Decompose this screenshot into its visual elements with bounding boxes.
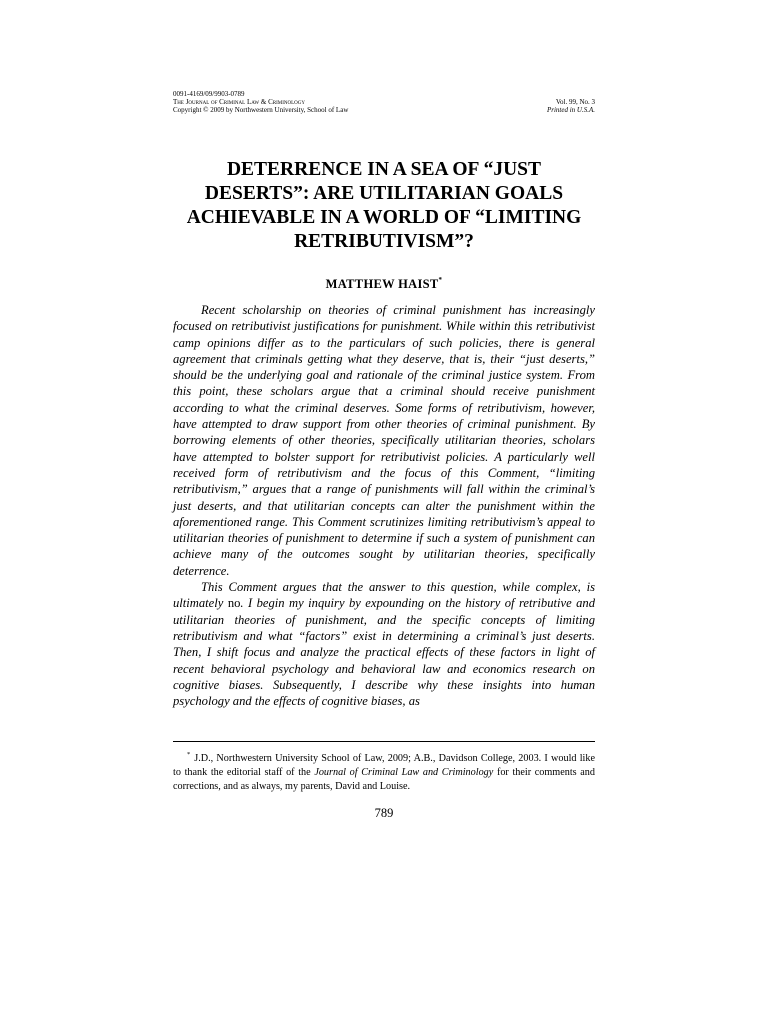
footnote-paragraph [173,748,595,794]
abstract-paragraph-1: Recent scholarship on theories of criminal punishment has increasingly focused on retributivist justifications for punishment. While within this retributivist camp opinions differ as to the particulars of such policies, there is general agreement that criminals getting what they deserve, that is, their “just deserts,” should be the underlying goal and rationale of the criminal justice system. From this point, these scholars argue that a criminal should receive punishment according to what the criminal deserves. Some forms of retributivism, however, have attempted to draw support from other theories of criminal punishment. By borrowing elements of other theories, specifically utilitarian theories, scholars have attempted to bolster support for retributivist policies. A particularly well received form of retributivism and the focus of this Comment, “limiting retributivism,” argues that a range of punishments will fall within the criminal’s just deserts, and that utilitarian concepts can alter the punishment within the aforementioned range. This Comment scrutinizes limiting retributivism’s appeal to utilitarian theories of punishment to determine if such a system of punishment can achieve many of the outcomes sought by utilitarian theories, specifically deterrence. [173,303,595,578]
volume-info: Vol. 99, No. 3 [555,98,595,106]
footnote-divider [173,741,595,742]
author-name: MATTHEW HAIST [325,277,439,291]
header-row-copyright [173,106,595,114]
page-number: 789 [374,806,394,820]
abstract-paragraph-2 [173,579,595,709]
issn-line: 0091-4169/09/9903-0789 [173,90,245,98]
abstract-p2-emphasis: no [227,596,241,611]
abstract [173,302,595,709]
footnote-text-start: J.D., Northwestern University School of Law, 2009; A.B., Davidson College, 2003. I would like to thank the editorial staff of the [173,753,595,778]
footnote-text-end: for their comments and corrections, and as always, my parents, David and Louise. [173,767,595,792]
header-row-journal [173,98,595,106]
footnote [173,748,595,794]
title-line-4: RETRIBUTIVISM”? [294,231,474,252]
article-title [168,158,600,254]
footnote-mark: * [187,751,191,758]
title-line-1: DETERRENCE IN A SEA OF “JUST [226,159,542,180]
author-byline [168,276,600,292]
title-line-2: DESERTS”: ARE UTILITARIAN GOALS [204,183,564,204]
page-header [173,90,595,114]
copyright-line: Copyright © 2009 by Northwestern University, School of Law [173,106,349,114]
author-footnote-mark: * [438,276,443,284]
title-line-3: ACHIEVABLE IN A WORLD OF “LIMITING [186,207,582,228]
abstract-p2-rest: . I begin my inquiry by expounding on the history of retributive and utilitarian theories of punishment, and the specific concepts of limiting retributivism and what “factors” exist in determining a criminal’s just deserts. Then, I shift focus and analyze the practical effects of these factors in light of recent behavioral psychology and behavioral law and economics research on cognitive biases. Subsequently, I describe why these insights into human psychology and the effects of cognitive biases, as [173,596,595,709]
journal-name: The Journal of Criminal Law & Criminology [173,98,305,106]
abstract-p2-start: This Comment argues that the answer to this question, while complex, is ultimately [173,580,595,611]
footnote-journal-name: Journal of Criminal Law and Criminology [314,767,494,778]
printed-in: Printed in U.S.A. [546,106,595,114]
